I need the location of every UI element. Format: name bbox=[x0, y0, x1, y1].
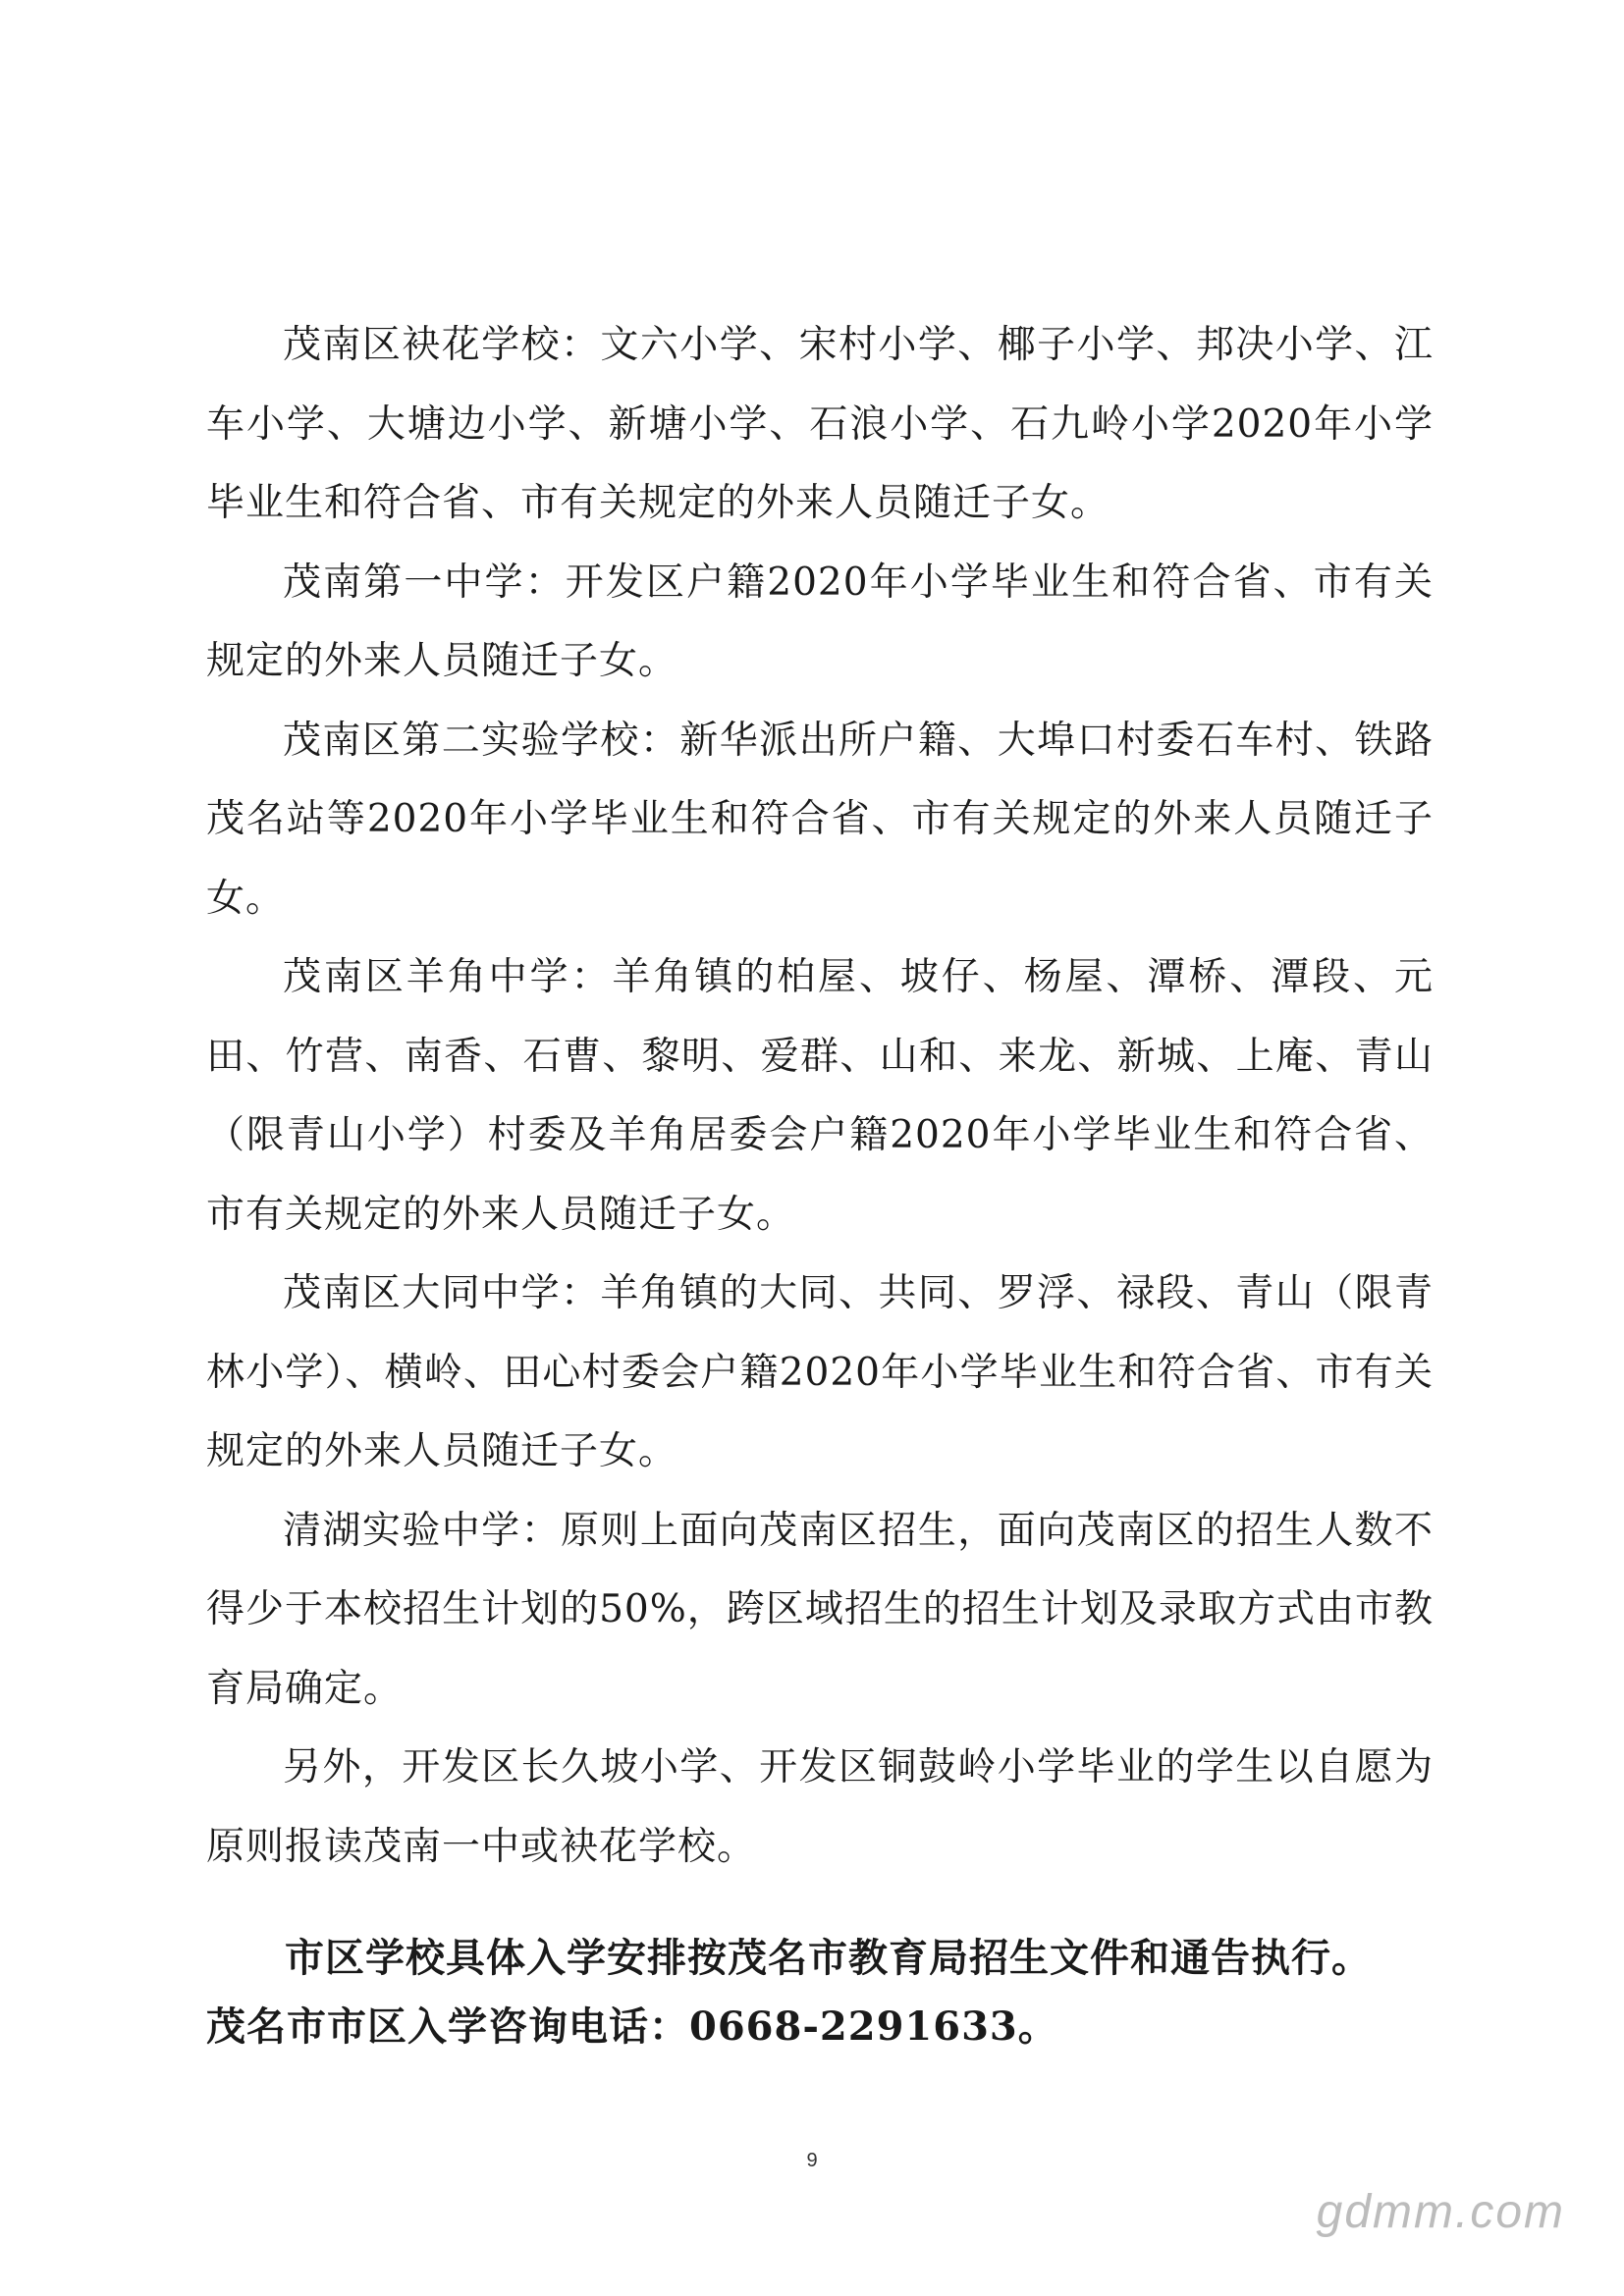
paragraph-maonan-yangjiao-middle-school: 茂南区羊角中学：羊角镇的柏屋、坡仔、杨屋、潭桥、潭段、元田、竹营、南香、石曹、黎明、爱群、山和、来龙、新城、上庵、青山（限青山小学）村委及羊角居委会户籍2020年小学毕业生和符合省、市有关规定的外来人员随迁子女。 bbox=[206, 955, 1434, 1237]
paragraph-maonan-datong-middle-school: 茂南区大同中学：羊角镇的大同、共同、罗浮、禄段、青山（限青林小学）、横岭、田心村委会户籍2020年小学毕业生和符合省、市有关规定的外来人员随迁子女。 bbox=[206, 1271, 1434, 1473]
paragraph-additional-note: 另外，开发区长久坡小学、开发区铜鼓岭小学毕业的学生以自愿为原则报读茂南一中或袂花学校。 bbox=[206, 1745, 1434, 1869]
paragraph-maonan-second-experimental-school: 茂南区第二实验学校：新华派出所户籍、大埠口村委石车村、铁路茂名站等2020年小学毕业生和符合省、市有关规定的外来人员随迁子女。 bbox=[206, 718, 1434, 921]
notice-block bbox=[206, 1924, 1463, 2061]
notice-line-arrangement: 市区学校具体入学安排按茂名市教育局招生文件和通告执行。 bbox=[285, 1935, 1372, 1981]
site-watermark: gdmm.com bbox=[1316, 2186, 1565, 2238]
paragraph-qinghu-experimental-middle-school: 清湖实验中学：原则上面向茂南区招生，面向茂南区的招生人数不得少于本校招生计划的50%，跨区域招生的招生计划及录取方式由市教育局确定。 bbox=[206, 1508, 1434, 1711]
body-text bbox=[206, 306, 1434, 1887]
notice-line-hotline: 茂名市市区入学咨询电话：0668-2291633。 bbox=[206, 2003, 1058, 2050]
paragraph-maonan-first-middle-school: 茂南第一中学：开发区户籍2020年小学毕业生和符合省、市有关规定的外来人员随迁子女。 bbox=[206, 560, 1434, 683]
paragraph-maonan-meihua-school: 茂南区袂花学校：文六小学、宋村小学、椰子小学、邦决小学、江车小学、大塘边小学、新塘小学、石浪小学、石九岭小学2020年小学毕业生和符合省、市有关规定的外来人员随迁子女。 bbox=[206, 323, 1434, 525]
page-number: 9 bbox=[806, 2150, 818, 2171]
